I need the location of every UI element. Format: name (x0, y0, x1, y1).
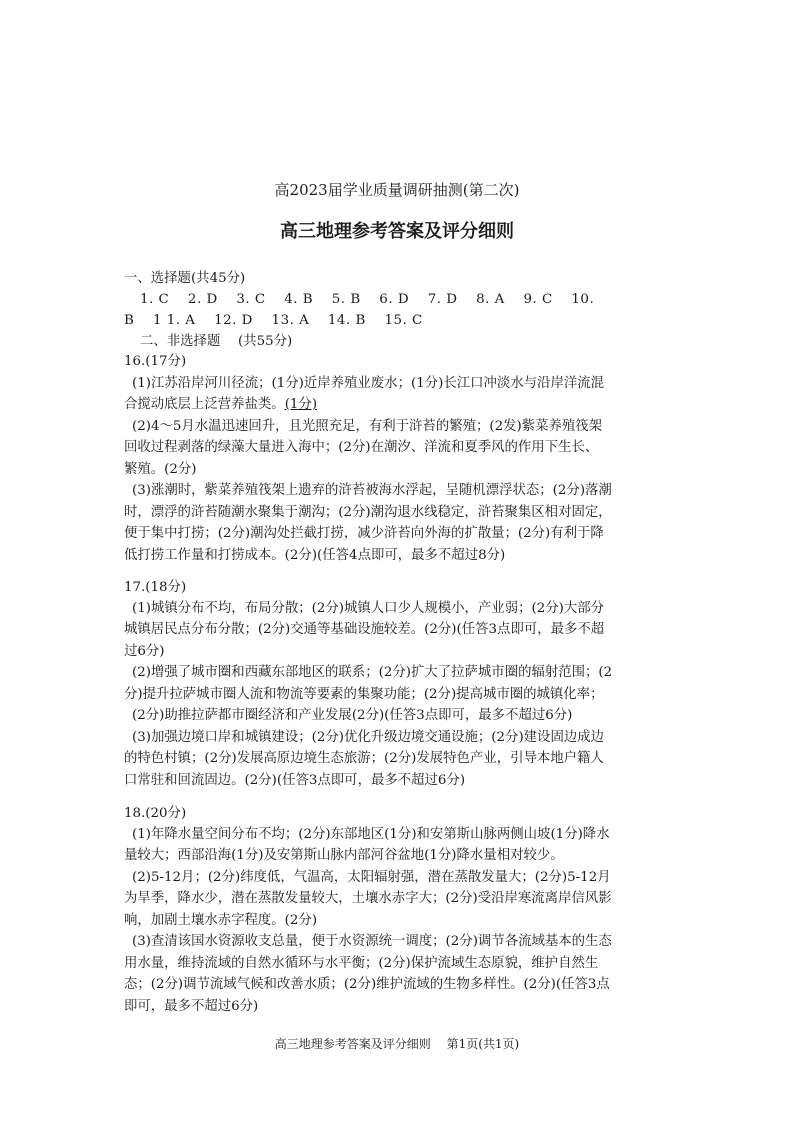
document-subtitle: 高三地理参考答案及评分细则 (280, 221, 514, 242)
exam-title: 高2023届学业质量调研抽测(第二次) (274, 181, 520, 199)
q16-line: (2)4～5月水温迅速回升，且光照充足，有利于浒苔的繁殖；(2发)紫菜养殖筏架 (132, 419, 603, 434)
q18-line: 态；(2分)调节流域气候和改善水质；(2分)维护流域的生物多样性。(2分)(任答3点 (124, 977, 610, 992)
q18-line: (3)查清该国水资源收支总量，便于水资源统一调度；(2分)调节各流域基本的生态 (132, 934, 612, 949)
q16-line: 合搅动底层上泛营养盐类。(1分) (124, 397, 318, 412)
choice-answers-line-2: B 1 1. A 12. D 13. A 14. B 15. C (124, 313, 423, 328)
q17-line: 过6分) (124, 644, 165, 659)
q18-line: 用水量，维持流域的自然水循环与水平衡；(2分)保护流域生态原貌，维护自然生 (124, 956, 599, 971)
section-heading-non-choice: 二、非选择题 (共55分) (140, 334, 293, 349)
q16-line: 便于集中打捞；(2分)潮沟处拦截打捞，减少浒苔向外海的扩散量；(2分)有利于降 (124, 526, 604, 541)
page-footer: 高三地理参考答案及评分细则 第1页(共1页) (274, 1037, 520, 1051)
q16-line: 低打捞工作量和打捞成本。(2分)(任答4点即可，最多不超过8分) (124, 548, 506, 563)
q17-line: (2分)助推拉萨都市圈经济和产业发展(2分)(任答3点即可，最多不超过6分) (132, 708, 573, 723)
q16-line: 繁殖。(2分) (124, 462, 197, 477)
q17-line: 城镇居民点分布分散；(2分)交通等基础设施较差。(2分)(任答3点即可，最多不超 (124, 622, 605, 637)
q16-line: 回收过程剥落的绿藻大量进入海中；(2分)在潮汐、洋流和夏季风的作用下生长、 (124, 440, 599, 455)
q16-underlined-score: (1分) (284, 397, 318, 412)
q18-line: 即可，最多不超过6分) (124, 999, 259, 1014)
q16-line: 时，漂浮的浒苔随潮水聚集于潮沟；(2分)潮沟退水线稳定，浒苔聚集区相对固定， (124, 505, 612, 520)
q18-line: 为旱季，降水少，潜在蒸散发量较大，土壤水赤字大；(2分)受沿岸寒流离岸信风影 (124, 891, 612, 906)
q18-line: 量较大；西部沿海(1分)及安第斯山脉内部河谷盆地(1分)降水量相对较少。 (124, 848, 564, 863)
q16-label: 16.(17分) (124, 354, 187, 369)
q18-label: 18.(20分) (124, 806, 187, 821)
q18-line: (2)5-12月；(2分)纬度低，气温高，太阳辐射强，潜在蒸散发量大；(2分)5-12月 (132, 870, 611, 885)
q16-line: (1)江苏沿岸河川径流；(1分)近岸养殖业废水；(1分)长江口冲淡水与沿岸洋流混 (132, 376, 605, 391)
q17-line: 的特色村镇；(2分)发展高原边境生态旅游；(2分)发展特色产业，引导本地户籍人 (124, 751, 604, 766)
q18-line: (1)年降水量空间分布不均；(2分)东部地区(1分)和安第斯山脉两侧山坡(1分)降水 (132, 827, 610, 842)
q17-line: 分)提升拉萨城市圈人流和物流等要素的集聚功能；(2分)提高城市圈的城镇化率； (124, 687, 604, 702)
choice-answers-line-1: 1. C 2. D 3. C 4. B 5. B 6. D 7. D 8. A 9. C 10. (140, 292, 595, 307)
section-heading-choice: 一、选择题(共45分) (124, 271, 246, 286)
q17-label: 17.(18分) (124, 580, 187, 595)
q17-line: (3)加强边境口岸和城镇建设；(2分)优化升级边境交通设施；(2分)建设固边成边 (132, 730, 605, 745)
q17-line: 口常驻和回流固边。(2分)(任答3点即可，最多不超过6分) (124, 773, 466, 788)
q17-line: (1)城镇分布不均，布局分散；(2分)城镇人口少人规模小，产业弱；(2分)大部分 (132, 601, 605, 616)
q16-line: (3)涨潮时，紫菜养殖筏架上遗弃的浒苔被海水浮起，呈随机漂浮状态；(2分)落潮 (132, 483, 612, 498)
q17-line: (2)增强了城市圈和西藏东部地区的联系；(2分)扩大了拉萨城市圈的辐射范围；(2 (132, 665, 613, 680)
q18-line: 响，加剧土壤水赤字程度。(2分) (124, 913, 318, 928)
